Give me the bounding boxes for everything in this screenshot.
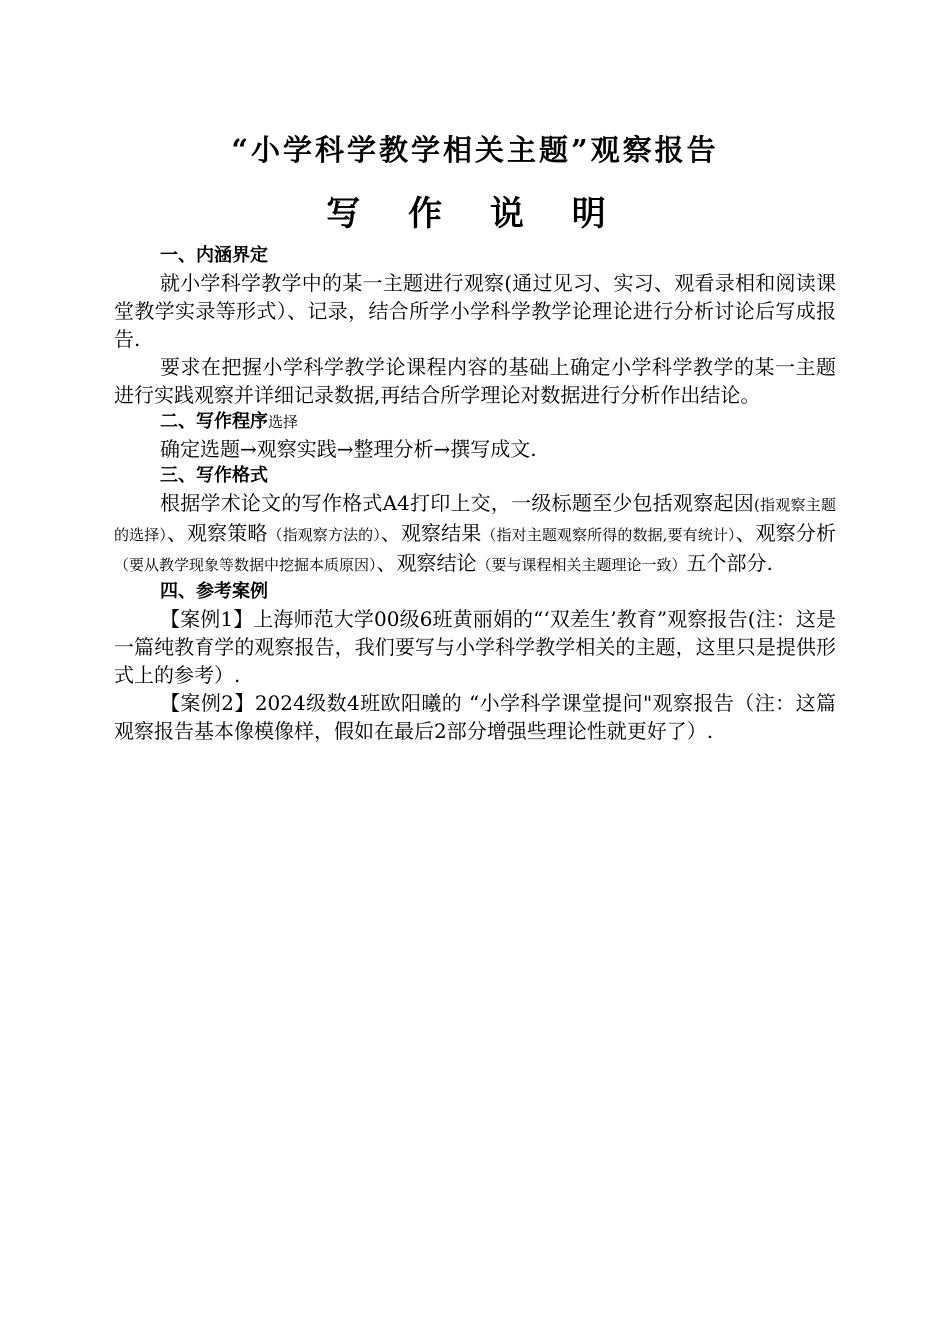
section-heading-format: 三、写作格式 bbox=[160, 465, 268, 486]
text-run: 、观察结论 bbox=[376, 551, 477, 575]
document-title: “小学科学教学相关主题”观察报告 bbox=[231, 133, 719, 167]
paragraph: 确定选题→观察实践→整理分析→撰写成文. bbox=[160, 437, 537, 461]
note-run: （要从教学现象等数据中挖掘本质原因） bbox=[114, 556, 377, 574]
section-heading-label: 二、写作程序 bbox=[160, 411, 268, 432]
paragraph: 要求在把握小学科学教学论课程内容的基础上确定小学科学教学的某一主题进行实践观察并详细记录数据,再结合所学理论对数据进行分析作出结论。 bbox=[114, 355, 836, 407]
note-run: （要与课程相关主题理论一致） bbox=[476, 556, 687, 574]
text-run: 根据学术论文的写作格式A4打印上交，一级标题至少包括观察起因 bbox=[160, 491, 754, 515]
example-paragraph: 【案例1】上海师范大学00级6班黄丽娟的“‘双差生’教育”观察报告(注：这是一篇纯教育学的观察报告，我们要写与小学科学教学相关的主题，这里只是提供形式上的参考）. bbox=[114, 607, 836, 687]
example-paragraph: 【案例2】2024级数4班欧阳曦的 “小学科学课堂提问"观察报告（注：这篇观察报告基本像模像样，假如在最后2部分增强些理论性就更好了）. bbox=[114, 691, 836, 743]
document-body bbox=[114, 243, 836, 745]
note-run: （指对主题观察所得的数据,要有统计） bbox=[481, 526, 736, 544]
text-run: 、观察分析 bbox=[735, 521, 837, 545]
text-run: 、观察结果 bbox=[380, 521, 482, 545]
section-heading-note: 选择 bbox=[268, 413, 299, 431]
section-heading-examples: 四、参考案例 bbox=[160, 581, 268, 602]
section-heading-definition: 一、内涵界定 bbox=[160, 245, 268, 266]
section-heading-procedure bbox=[114, 409, 836, 435]
document-subtitle: 写 作 说 明 bbox=[326, 194, 624, 234]
format-paragraph bbox=[114, 489, 836, 579]
paragraph: 就小学科学教学中的某一主题进行观察(通过见习、实习、观看录相和阅读课堂教学实录等形式）、记录，结合所学小学科学教学论理论进行分析讨论后写成报告. bbox=[114, 271, 836, 351]
note-run: （指观察方法的） bbox=[267, 526, 381, 544]
text-run: 、观察策略 bbox=[166, 521, 268, 545]
text-run: 五个部分. bbox=[686, 551, 773, 575]
note-run: (指观察主题的选择） bbox=[114, 496, 836, 544]
